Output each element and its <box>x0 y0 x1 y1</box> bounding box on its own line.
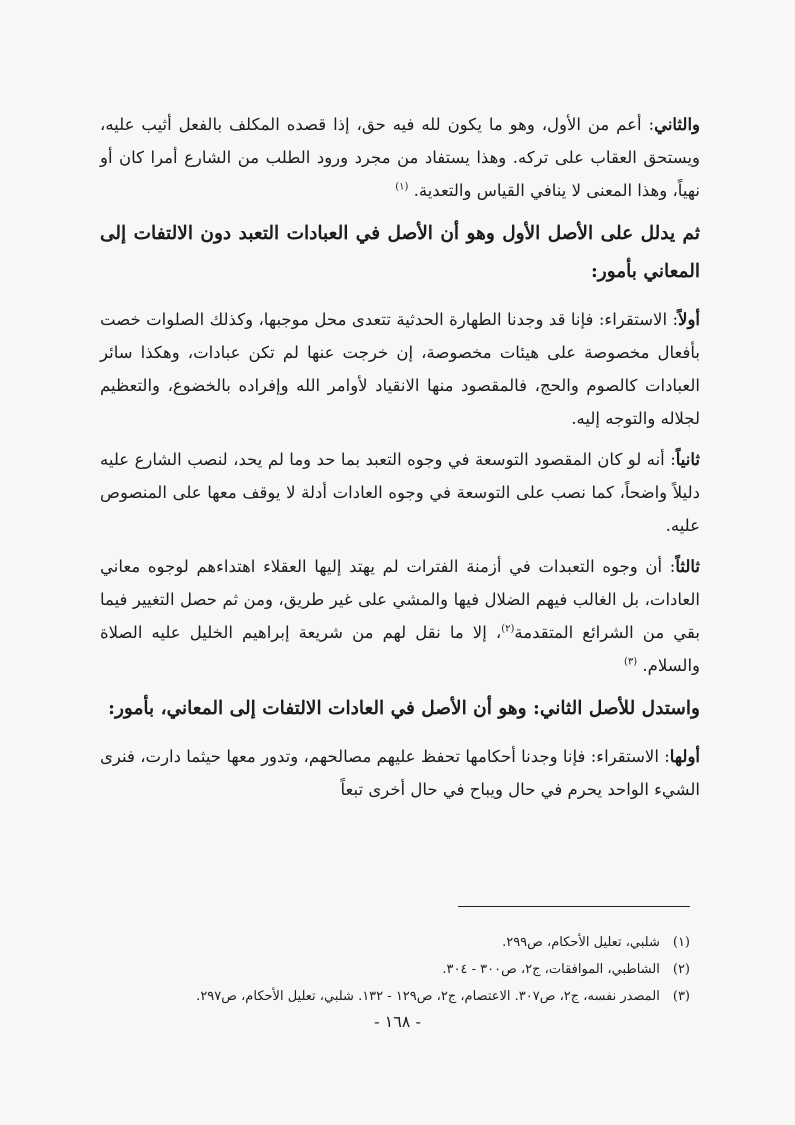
footnotes <box>100 929 690 1010</box>
footnote-separator <box>458 906 690 907</box>
paragraph-first-evidence <box>100 303 700 435</box>
footnote-text: الشاطبي، الموافقات، ج٢، ص٣٠٠ - ٣٠٤. <box>442 962 660 977</box>
footnote-text: شلبي، تعليل الأحكام، ص٢٩٩. <box>502 935 660 950</box>
footnote-number: (٢) <box>672 962 690 977</box>
footnote <box>100 956 690 983</box>
section-heading-first-principle: ثم يدلل على الأصل الأول وهو أن الأصل في العبادات التعبد دون الالتفات إلى المعاني بأمور: <box>100 223 700 282</box>
paragraph-third-evidence <box>100 550 700 682</box>
footnote <box>100 929 690 956</box>
paragraph-text: ، إلا ما نقل لهم من شريعة إبراهيم الخليل عليه الصلاة والسلام. <box>100 623 700 675</box>
paragraph-lead: أولها <box>669 747 700 766</box>
paragraph-lead: ثالثاً <box>675 557 700 576</box>
footnote-ref: (١) <box>395 181 409 193</box>
paragraph-text: : الاستقراء: فإنا وجدنا أحكامها تحفظ عليهم مصالحهم، وتدور معها حيثما دارت، فنرى الشيء الواحد يحرم في حال ويباح في حال أخرى تبعاً <box>100 747 700 799</box>
paragraph-lead: أولاً <box>678 310 700 329</box>
paragraph-text: : أن وجوه التعبدات في أزمنة الفترات لم يهتد إليها العقلاء اهتداءهم لوجوه معاني العادات، بل الغالب فيهم الضلال فيها والمشي على غير طريق، ومن ثم حصل التغيير فيما بقي من الشرائع المتقدمة <box>100 557 700 642</box>
paragraph-second-type <box>100 108 700 207</box>
footnote-number: (١) <box>672 935 690 950</box>
paragraph-second-evidence <box>100 443 700 542</box>
page-number: - ١٦٨ - <box>374 1012 421 1031</box>
paragraph-lead: والثاني <box>654 115 700 134</box>
footnote <box>100 983 690 1010</box>
section-heading-second-principle: واستدل للأصل الثاني: وهو أن الأصل في العادات الالتفات إلى المعاني، بأمور: <box>108 698 700 719</box>
paragraph-lead: ثانياً <box>675 450 700 469</box>
paragraph-text: : أعم من الأول، وهو ما يكون لله فيه حق، إذا قصده المكلف بالفعل أثيب عليه، ويستحق العقاب على تركه. وهذا يستفاد من مجرد ورود الطلب من الشارع أمرا كان أو نهياً، وهذا المعنى لا ينافي القياس والتعدية. <box>100 115 700 200</box>
paragraph-text: : أنه لو كان المقصود التوسعة في وجوه التعبد بما حد وما لم يحد، لنصب الشارع عليه دليلاً واضحاً، كما نصب على التوسعة في وجوه العادات أدلة لا يوقف معها على المنصوص عليه. <box>100 450 700 535</box>
paragraph-first-evidence-customs <box>100 740 700 806</box>
paragraph-text: : الاستقراء: فإنا قد وجدنا الطهارة الحدثية تتعدى محل موجبها، وكذلك الصلوات خصت بأفعال مخصوصة على هيئات مخصوصة، إن خرجت عنها لم تكن عبادات، وهكذا سائر العبادات كالصوم والحج، فالمقصود منها الانقياد لأوامر الله وإفراده بالخضوع، والتعظيم لجلاله والتوجه إليه. <box>100 310 700 428</box>
body-text <box>100 108 700 806</box>
footnote-number: (٣) <box>672 989 690 1004</box>
footnote-ref: (٢) <box>501 623 515 635</box>
footnote-ref: (٣) <box>623 656 638 668</box>
footnote-text: المصدر نفسه، ج٢، ص٣٠٧. الاعتصام، ج٢، ص١٢٩ - ١٣٢. شلبي، تعليل الأحكام، ص٢٩٧. <box>196 989 660 1004</box>
